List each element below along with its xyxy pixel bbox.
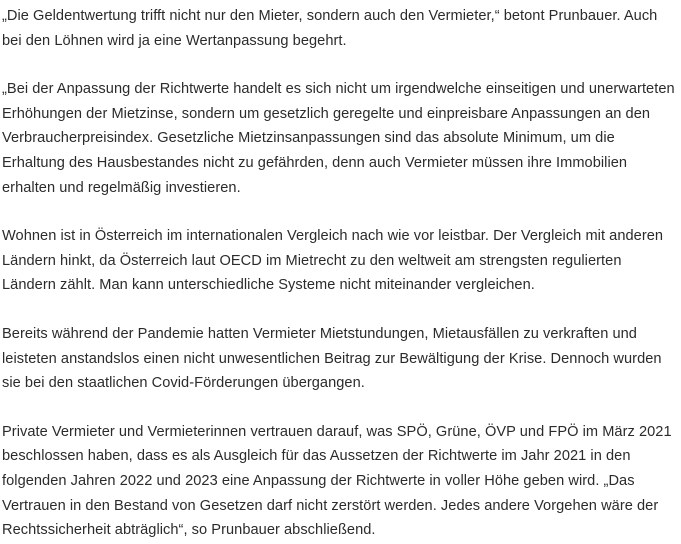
paragraph-pandemic: Bereits während der Pandemie hatten Vermieter Mietstundungen, Mietausfällen zu verkraften und leisteten anstandslos einen nicht unwesentlichen Beitrag zur Bewältigung der Krise. Dennoch wurden sie bei den staatlichen Covid-Förderungen übergangen. xyxy=(2,325,662,392)
paragraph-affordability: Wohnen ist in Österreich im internationalen Vergleich nach wie vor leistbar. Der Vergleich mit anderen Ländern hinkt, da Österreich laut OECD im Mietrecht zu den weltweit am strengsten regulierten Ländern zählt. Man kann unterschiedliche Systeme nicht miteinander vergleichen. xyxy=(2,228,664,294)
paragraph-legal-trust: Private Vermieter und Vermieterinnen vertrauen darauf, was SPÖ, Grüne, ÖVP und FPÖ im März 2021 beschlossen haben, dass es als Ausgleich für das Aussetzen der Richtwerte im Jahr 2021 in den folgenden Jahren 2022 und 2023 eine Anpassung der Richtwerte in voller Höhe geben wird. „Das Vertrauen in den Bestand von Gesetzen darf nicht zerstört werden. Jedes andere Vorgehen wäre der Rechtssicherheit abträglich“, so Prunbauer abschließend. xyxy=(2,423,672,539)
paragraph-inflation-quote: „Die Geldentwertung trifft nicht nur den Mieter, sondern auch den Vermieter,“ betont Prunbauer. Auch bei den Löhnen wird ja eine Wertanpassung begehrt. xyxy=(2,8,658,49)
paragraph-richtwert-adjustment: „Bei der Anpassung der Richtwerte handelt es sich nicht um irgendwelche einseitigen und unerwarteten Erhöhungen der Mietzinse, sondern um gesetzlich geregelte und einpreisbare Anpassungen an den Verbraucherpreisindex. Gesetzliche Mietzinsanpassungen sind das absolute Minimum, um die Erhaltung des Hausbestandes nicht zu gefährden, denn auch Vermieter müssen ihre Immobilien erhalten und regelmäßig investieren. xyxy=(2,81,675,196)
